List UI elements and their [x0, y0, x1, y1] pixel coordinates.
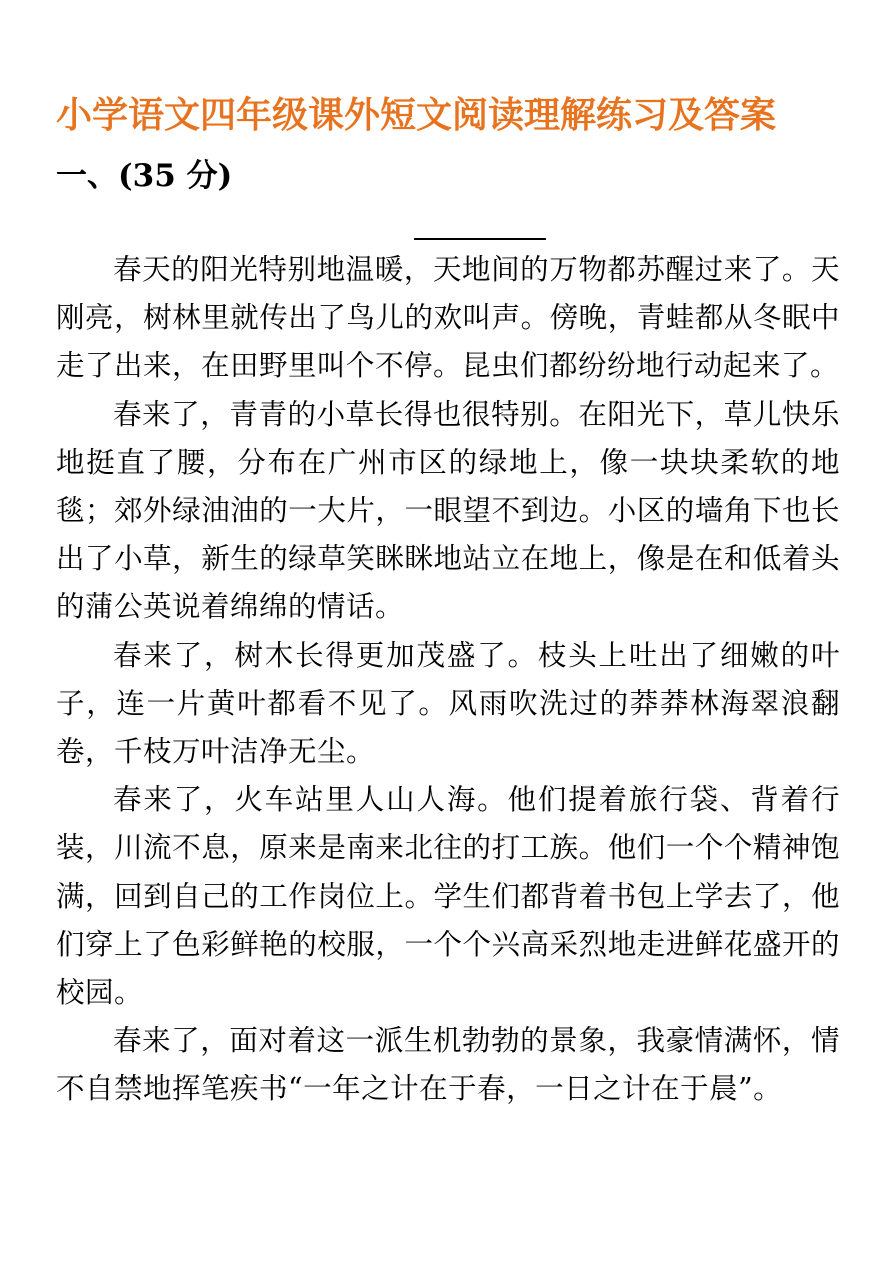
title-blank-line	[414, 238, 546, 240]
document-title: 小学语文四年级课外短文阅读理解练习及答案	[56, 95, 777, 136]
section-heading: 一、(35 分)	[56, 158, 233, 194]
article-paragraph: 春来了，树木长得更加茂盛了。枝头上吐出了细嫩的叶子，连一片黄叶都看不见了。风雨吹洗过的莽莽林海翠浪翻卷，千枝万叶洁净无尘。	[56, 638, 840, 769]
article-body	[56, 246, 840, 1114]
article-paragraph: 春来了，青青的小草长得也很特别。在阳光下，草儿快乐地挺直了腰，分布在广州市区的绿地上，像一块块柔软的地毯；郊外绿油油的一大片，一眼望不到边。小区的墙角下也长出了小草，新生的绿草笑眯眯地站立在地上，像是在和低着头的蒲公英说着绵绵的情话。	[56, 397, 840, 624]
article-paragraph: 春来了，面对着这一派生机勃勃的景象，我豪情满怀，情不自禁地挥笔疾书“一年之计在于春，一日之计在于晨”。	[56, 1024, 840, 1106]
article-paragraph: 春天的阳光特别地温暖，天地间的万物都苏醒过来了。天刚亮，树林里就传出了鸟儿的欢叫声。傍晚，青蛙都从冬眠中走了出来，在田野里叫个不停。昆虫们都纷纷地行动起来了。	[56, 253, 840, 383]
article-paragraph: 春来了，火车站里人山人海。他们提着旅行袋、背着行装，川流不息，原来是南来北往的打工族。他们一个个精神饱满，回到自己的工作岗位上。学生们都背着书包上学去了，他们穿上了色彩鲜艳的校服，一个个兴高采烈地走进鲜花盛开的校园。	[56, 783, 840, 1010]
